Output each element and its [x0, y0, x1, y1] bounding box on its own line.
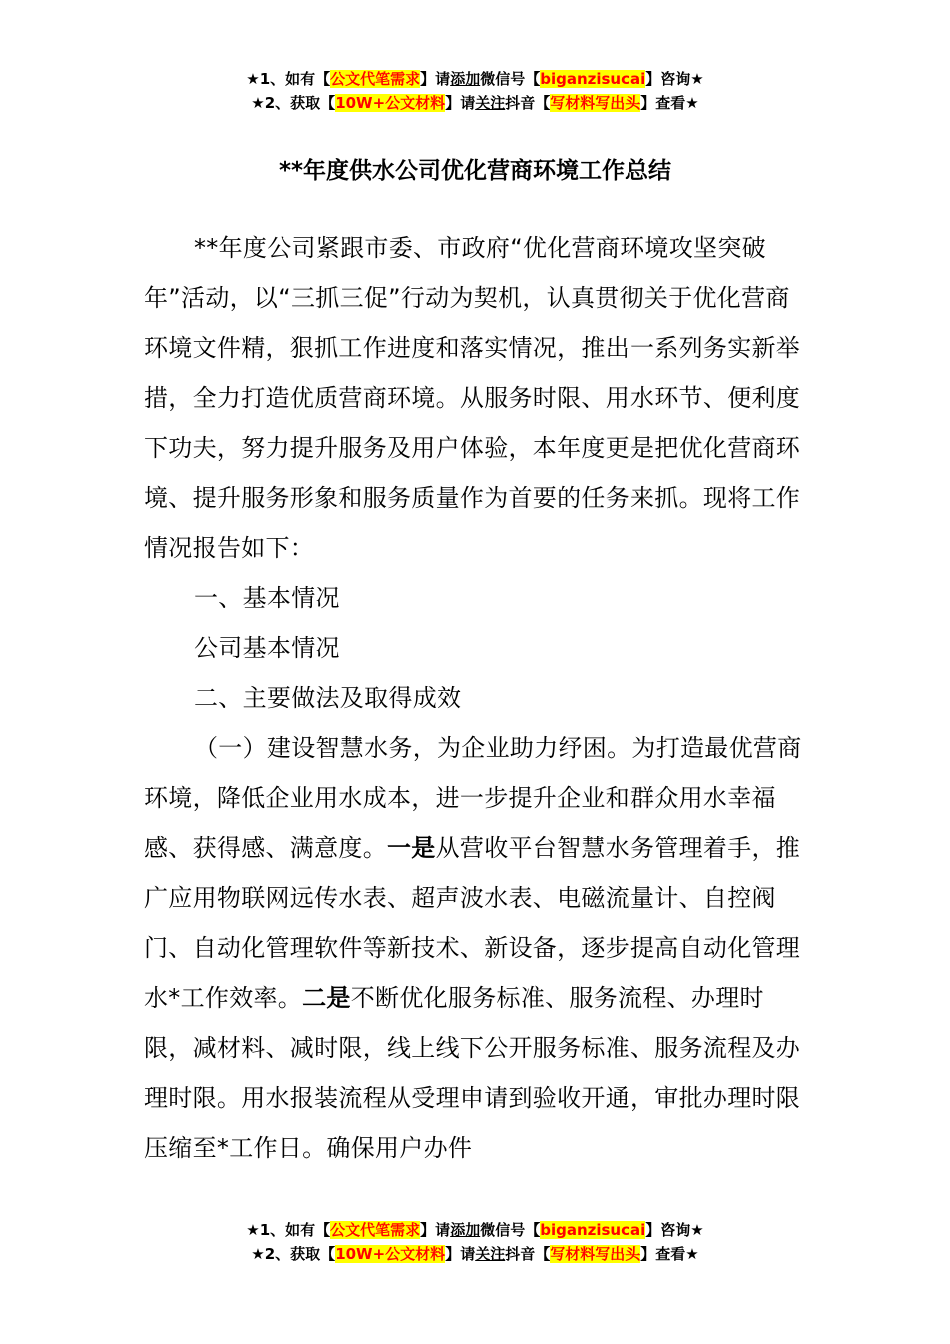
point-1-text: 从营收平台智慧水务管理着手，推广应用物联网远传水表、超声波水表、电磁流量计、自控阀门、自动化管理软件等新技术、新设备，逐步提高自动化管理水*工作效率。 — [144, 834, 801, 1012]
banner-highlight: 10W+公文材料 — [335, 94, 446, 112]
subsection-1-lead: （一）建设智慧水务，为企业助力纾困。为打造最优营商环境，降低企业用水成本，进一步提升企业和群众用水幸福感、获得感、满意度。 — [144, 734, 802, 862]
banner-text: 】请 — [420, 70, 451, 88]
banner-text: 微信号【 — [480, 70, 541, 88]
banner-underline: 添加 — [450, 70, 481, 88]
header-banner — [0, 67, 950, 115]
banner-text: 】咨询★ — [645, 70, 704, 88]
banner-text: 】咨询★ — [645, 1221, 704, 1239]
banner-line-1 — [0, 67, 950, 91]
banner-text: ★1、如有【 — [246, 1221, 331, 1239]
section-heading-1: 一、基本情况 — [194, 584, 340, 612]
banner-text: 】查看★ — [640, 94, 699, 112]
banner-highlight: 写材料写出头 — [550, 94, 641, 112]
banner-underline: 关注 — [475, 1245, 506, 1263]
banner-highlight: 10W+公文材料 — [335, 1245, 446, 1263]
banner-text: ★2、获取【 — [251, 1245, 336, 1263]
document-body — [144, 223, 804, 1173]
banner-line-2 — [0, 1242, 950, 1266]
banner-text: 】请 — [420, 1221, 451, 1239]
subsection-1-paragraph — [144, 723, 804, 1173]
point-1-label: 一是 — [387, 834, 436, 862]
point-2-text: 不断优化服务标准、服务流程、办理时限，减材料、减时限，线上线下公开服务标准、服务流程及办理时限。用水报装流程从受理申请到验收开通，审批办理时限压缩至*工作日。确保用户办件 — [144, 984, 801, 1162]
banner-text: 】请 — [445, 1245, 476, 1263]
banner-highlight: 写材料写出头 — [550, 1245, 641, 1263]
document-title: **年度供水公司优化营商环境工作总结 — [278, 158, 672, 184]
banner-highlight: 公文代笔需求 — [330, 70, 421, 88]
banner-text: ★2、获取【 — [251, 94, 336, 112]
banner-text: 抖音【 — [505, 1245, 551, 1263]
banner-text: ★1、如有【 — [246, 70, 331, 88]
section-heading-2: 二、主要做法及取得成效 — [194, 684, 462, 712]
point-2-label: 二是 — [302, 984, 351, 1012]
footer-banner — [0, 1218, 950, 1266]
banner-highlight: biganzisucai — [540, 70, 646, 88]
banner-text: 微信号【 — [480, 1221, 541, 1239]
banner-text: 】查看★ — [640, 1245, 699, 1263]
banner-text: 】请 — [445, 94, 476, 112]
banner-line-1 — [0, 1218, 950, 1242]
banner-underline: 关注 — [475, 94, 506, 112]
section-1-body: 公司基本情况 — [194, 634, 340, 662]
banner-underline: 添加 — [450, 1221, 481, 1239]
banner-highlight: 公文代笔需求 — [330, 1221, 421, 1239]
banner-line-2 — [0, 91, 950, 115]
banner-highlight: biganzisucai — [540, 1221, 646, 1239]
banner-text: 抖音【 — [505, 94, 551, 112]
intro-paragraph: **年度公司紧跟市委、市政府“优化营商环境攻坚突破年”活动，以“三抓三促”行动为契机，认真贯彻关于优化营商环境文件精，狠抓工作进度和落实情况，推出一系列务实新举措，全力打造优质营商环境。从服务时限、用水环节、便利度下功夫，努力提升服务及用户体验，本年度更是把优化营商环境、提升服务形象和服务质量作为首要的任务来抓。现将工作情况报告如下： — [144, 234, 801, 562]
